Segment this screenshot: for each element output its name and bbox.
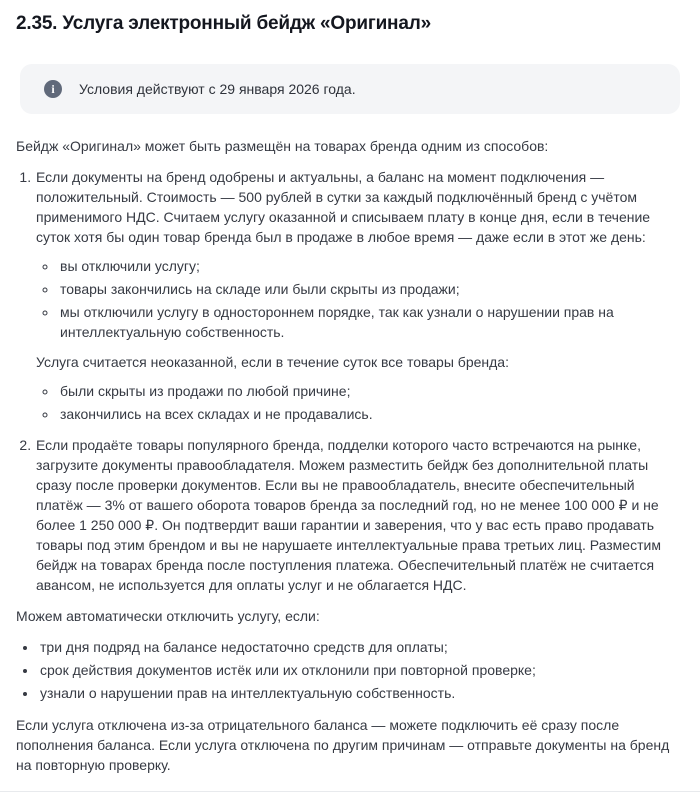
method-1-text: 1. Если документы на бренд одобрены и актуальны, а баланс на момент подключения — положительный. Стоимость — 500 рублей в сутки за каждый подключённый бренд с учётом применимого НДС. Считаем услугу оказанной и списываем плату в конце дня, если в течение суток хотя бы один товар бренда был в продаже в любое время — даже если в этот же день: — [36, 169, 651, 245]
list-item: ◦ товары закончились на складе или были скрыты из продажи; — [58, 279, 684, 299]
notice-banner — [20, 64, 680, 114]
page-title: 2.35. Услуга электронный бейдж «Оригинал» — [16, 13, 431, 34]
list-item: • узнали о нарушении прав на интеллектуальную собственность. — [38, 683, 684, 703]
list-item: • три дня подряд на балансе недостаточно средств для оплаты; — [38, 637, 684, 657]
auto-disable-intro: Можем автоматически отключить услугу, если: — [16, 608, 320, 624]
info-icon: i — [44, 80, 62, 98]
list-item: ◦ были скрыты из продажи по любой причине; — [58, 381, 684, 401]
rendered-exceptions-list — [36, 256, 684, 342]
list-item: • срок действия документов истёк или их отклонили при повторной проверке; — [38, 660, 684, 680]
list-item — [35, 435, 684, 595]
list-item: ◦ закончились на всех складах и не продавались. — [58, 404, 684, 424]
list-item — [35, 167, 684, 424]
intro-paragraph: Бейдж «Оригинал» может быть размещён на товарах бренда одним из способов: — [16, 138, 549, 154]
list-item: ◦ мы отключили услугу в одностороннем порядке, так как узнали о нарушении прав на интеллектуальную собственность. — [58, 302, 684, 342]
list-item: ◦ вы отключили услугу; — [58, 256, 684, 276]
method-2-text: 2. Если продаёте товары популярного бренда, подделки которого часто встречаются на рынке, загрузите документы правообладателя. Можем разместить бейдж без дополнительной платы сразу после проверки документов. Если вы не правообладатель, внесите обеспечительный платёж — 3% от вашего оборота товаров бренда за последний год, но не менее 100 000 ₽ и не более 1 250 000 ₽. Он подтвердит ваши гарантии и заверения, что у вас есть право продавать товары под этим брендом и вы не нарушаете интеллектуальные права третьих лиц. Разместим бейдж на товарах бренда после поступления платежа. Обеспечительный платёж не считается авансом, не используется для оплаты услуг и не облагается НДС. — [36, 437, 661, 593]
auto-disable-reasons-list — [16, 637, 684, 703]
placement-methods-list — [16, 167, 684, 595]
not-rendered-intro: Услуга считается неоказанной, если в течение суток все товары бренда: — [36, 354, 509, 370]
reconnect-note: Если услуга отключена из-за отрицательного баланса — можете подключить её сразу после пополнения баланса. Если услуга отключена по другим причинам — отправьте документы на бренд на повторную проверку. — [16, 717, 670, 773]
notice-text: Условия действуют с 29 января 2026 года. — [79, 81, 356, 97]
not-rendered-conditions-list — [36, 381, 684, 424]
